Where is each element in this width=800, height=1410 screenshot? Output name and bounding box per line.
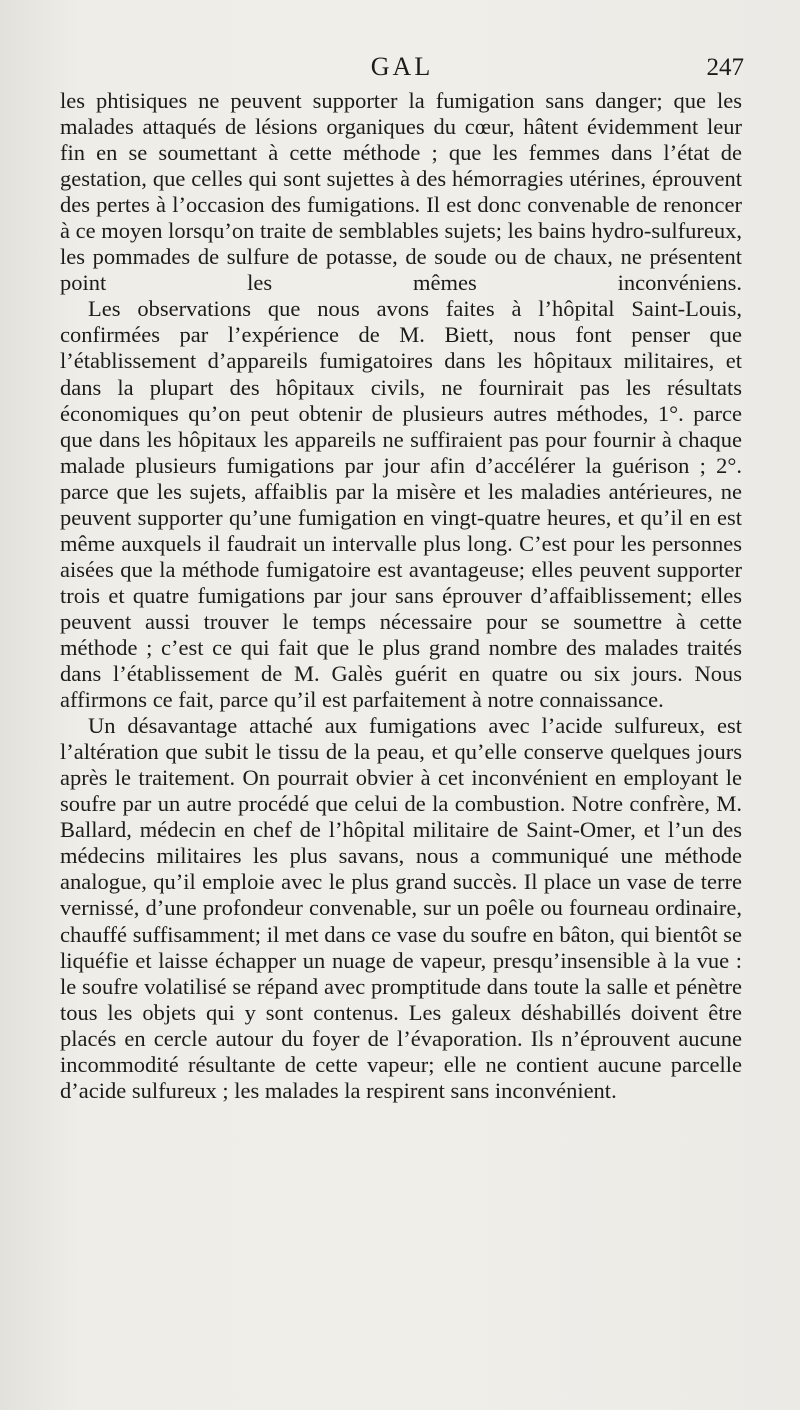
paragraph-1: les phtisiques ne peuvent supporter la fumigation sans danger; que les malades attaqués de lésions organiques du cœur, hâtent évidemment leur fin en se soumettant à cette méthode ; que les femmes dans l’état de gestation, que celles qui sont sujettes à des hémorragies utérines, éprouvent des pertes à l’occasion des fumigations. Il est donc convenable de renoncer à ce moyen lorsqu’on traite de semblables sujets; les bains hydro-sulfureux, les pommades de sulfure de potasse, de soude ou de chaux, ne présentent point les mêmes inconvéniens.	[60, 88, 742, 296]
page-header	[60, 48, 744, 88]
body-text	[60, 88, 742, 1104]
paragraph-2: Les observations que nous avons faites à l’hôpital Saint-Louis, confirmées par l’expérience de M. Biett, nous font penser que l’établissement d’appareils fumigatoires dans les hôpitaux militaires, et dans la plupart des hôpitaux civils, ne fournirait pas les résultats économiques qu’on peut obtenir de plusieurs autres méthodes, 1°. parce que dans les hôpitaux les appareils ne suffiraient pas pour fournir à chaque malade plusieurs fumigations par jour afin d’accélérer la guérison ; 2°. parce que les sujets, affaiblis par la misère et les maladies antérieures, ne peuvent supporter qu’une fumigation en vingt-quatre heures, et qu’il en est même auxquels il faudrait un intervalle plus long. C’est pour les personnes aisées que la méthode fumigatoire est avantageuse; elles peuvent supporter trois et quatre fumigations par jour sans éprouver d’affaiblissement; elles peuvent aussi trouver le temps nécessaire pour se soumettre à cette méthode ; c’est ce qui fait que le plus grand nombre des malades traités dans l’établissement de M. Galès guérit en quatre ou six jours. Nous affirmons ce fait, parce qu’il est parfaitement à notre connaissance.	[60, 296, 742, 713]
running-head: GAL	[370, 52, 434, 81]
paragraph-3: Un désavantage attaché aux fumigations avec l’acide sulfureux, est l’altération que subit le tissu de la peau, et qu’elle conserve quelques jours après le traitement. On pourrait obvier à cet inconvénient en employant le soufre par un autre procédé que celui de la combustion. Notre confrère, M. Ballard, médecin en chef de l’hôpital militaire de Saint-Omer, et l’un des médecins militaires les plus savans, nous a communiqué une méthode analogue, qu’il emploie avec le plus grand succès. Il place un vase de terre vernissé, d’une profondeur convenable, sur un poêle ou fourneau ordinaire, chauffé suffisamment; il met dans ce vase du soufre en bâton, qui bientôt se liquéfie et laisse échapper un nuage de vapeur, presqu’insensible à la vue : le soufre volatilisé se répand avec promptitude dans toute la salle et pénètre tous les objets qui y sont contenus. Les galeux déshabillés doivent être placés en cercle autour du foyer de l’évaporation. Ils n’éprouvent aucune incommodité résultante de cette vapeur; elle ne contient aucune parcelle d’acide sulfureux ; les malades la respirent sans inconvénient.	[60, 713, 742, 1103]
page-number: 247	[706, 54, 744, 81]
